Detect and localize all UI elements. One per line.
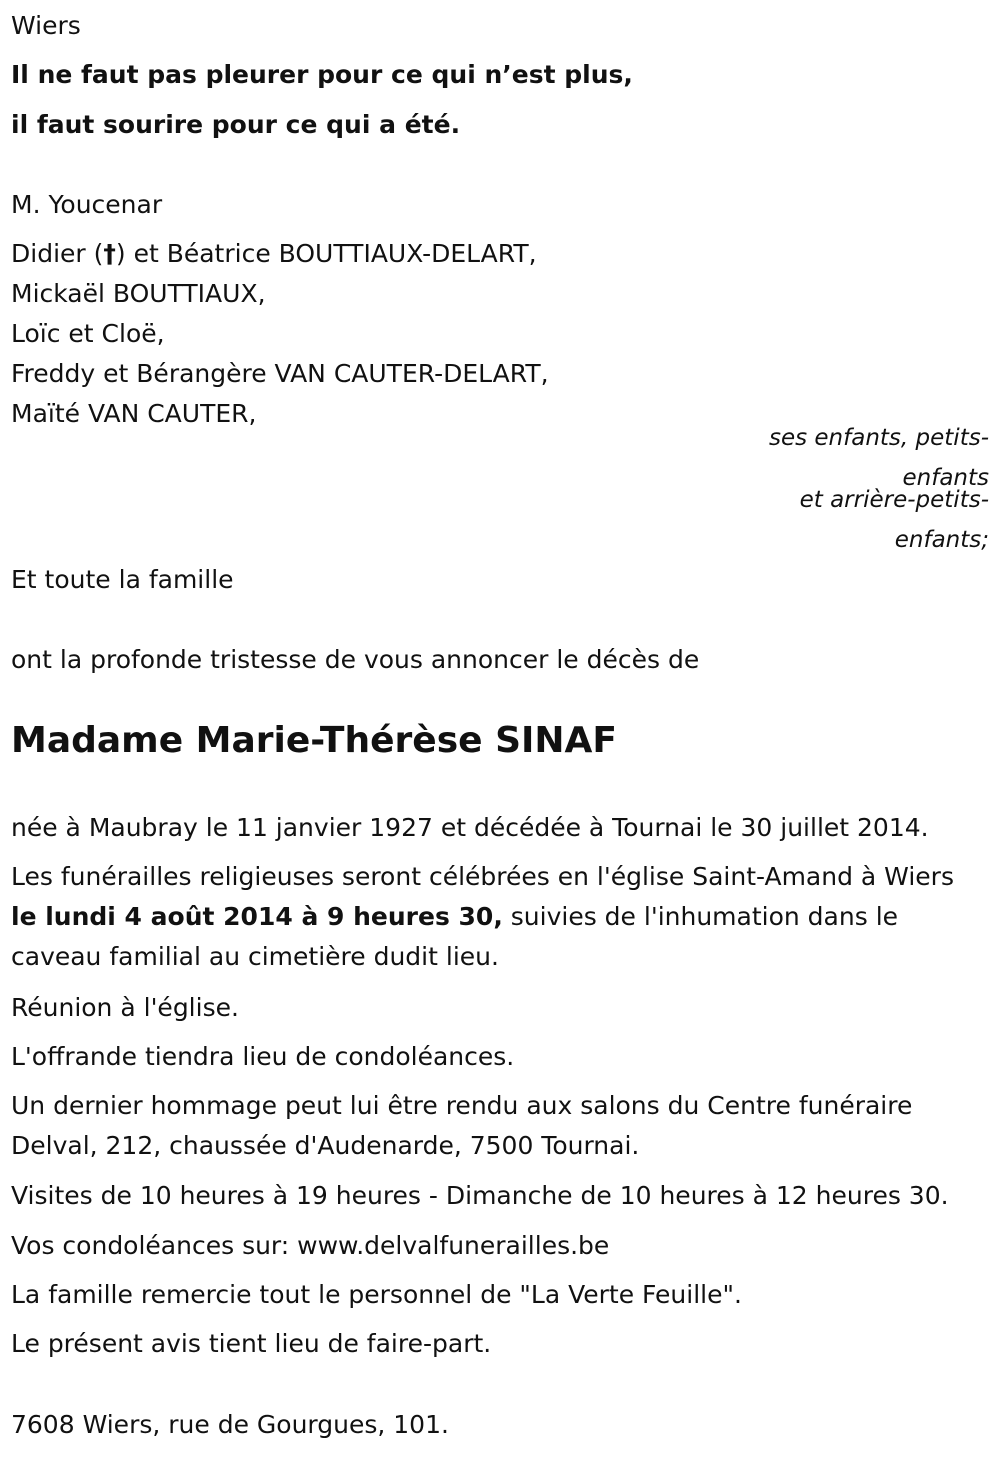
family-line-2: Mickaël BOUTTIAUX, (11, 279, 266, 308)
quote-line-1: Il ne faut pas pleurer pour ce qui n’est plus, (11, 60, 633, 89)
funeral-date-time: le lundi 4 août 2014 à 9 heures 30, (11, 902, 503, 931)
whole-family: Et toute la famille (11, 565, 234, 594)
family-line-3: Loïc et Cloë, (11, 319, 165, 348)
family-line-5: Maïté VAN CAUTER, (11, 399, 257, 428)
deceased-name: Madame Marie-Thérèse SINAF (11, 720, 617, 761)
thanks-note: La famille remercie tout le personnel de "La Verte Feuille". (11, 1280, 742, 1309)
funeral-details (11, 857, 986, 977)
notice-info: Le présent avis tient lieu de faire-part. (11, 1329, 492, 1358)
family-relation-2: et arrière-petits-enfants; (799, 487, 989, 553)
offering-info: L'offrande tiendra lieu de condoléances. (11, 1042, 515, 1071)
location-header: Wiers (11, 11, 81, 40)
family-line-1-end: ) et Béatrice BOUTTIAUX-DELART, (115, 239, 537, 268)
family-address: 7608 Wiers, rue de Gourgues, 101. (11, 1410, 449, 1439)
cross-icon: † (103, 239, 116, 268)
family-line-1-start: Didier ( (11, 239, 104, 268)
quote-line-2: il faut sourire pour ce qui a été. (11, 110, 461, 139)
visit-hours: Visites de 10 heures à 19 heures - Dimanche de 10 heures à 12 heures 30. (11, 1181, 949, 1210)
family-relation-1: ses enfants, petits-enfants (768, 425, 989, 491)
meeting-info: Réunion à l'église. (11, 993, 239, 1022)
family-line-4: Freddy et Bérangère VAN CAUTER-DELART, (11, 359, 549, 388)
funeral-details-start: Les funérailles religieuses seront célébrées en l'église Saint-Amand à Wiers (11, 862, 954, 891)
announcement: ont la profonde tristesse de vous annoncer le décès de (11, 645, 700, 674)
condolences-website: Vos condoléances sur: www.delvalfunerailles.be (11, 1231, 610, 1260)
family-line-1 (11, 241, 537, 266)
birth-death-dates: née à Maubray le 11 janvier 1927 et décédée à Tournai le 30 juillet 2014. (11, 813, 929, 842)
homage-info: Un dernier hommage peut lui être rendu aux salons du Centre funéraire Delval, 212, chaussée d'Audenarde, 7500 Tournai. (11, 1091, 913, 1160)
quote-author: M. Youcenar (11, 190, 163, 219)
funeral-details-end: suivies de l'inhumation dans le caveau familial au cimetière dudit lieu. (11, 902, 899, 971)
